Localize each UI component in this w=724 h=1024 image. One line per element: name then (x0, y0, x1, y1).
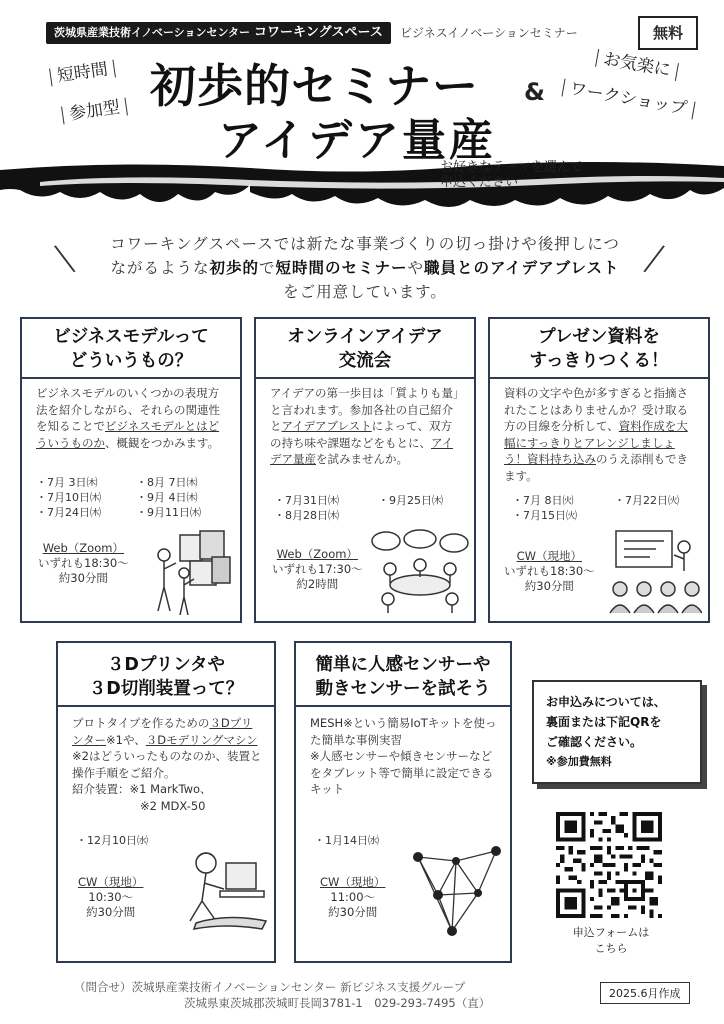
card-body-underline: ビジネスモデルとはどういうものか (36, 419, 220, 450)
qr-code[interactable] (556, 812, 662, 918)
card-divider (22, 377, 240, 379)
card-body-underline-2: ３Dモデリングマシン (145, 732, 258, 747)
main-title-line2: アイデア量産 (218, 115, 497, 166)
date-item: ・7月24日㈭ (36, 506, 101, 519)
card-venue (272, 547, 363, 592)
address-line: 茨城県東茨城郡茨城町長岡3781-1 029-293-7495（直） (184, 996, 491, 1010)
card-title (256, 325, 474, 373)
presentation-audience-illustration (606, 527, 702, 615)
card-body-1: MESH※という簡易IoTキットを使った簡単な事例実習 (310, 716, 497, 747)
date-item: ・9月25日㈭ (378, 494, 443, 507)
tag-workshop: ワークショップ (561, 79, 695, 120)
card-description (270, 385, 462, 468)
notice-line3: ご確認ください。 (546, 735, 643, 749)
contact-line: （問合せ）茨城県産業技術イノベーションセンター 新ビジネス支援グループ (74, 980, 466, 994)
venue-duration: 約30分間 (328, 905, 378, 919)
card-presentation-materials (488, 317, 710, 623)
date-item: ・1月14日㈬ (314, 834, 379, 847)
card-body-underline: 資料作成を大幅にすっきりとアレンジしましょう！資料持ち込み (504, 419, 688, 466)
qr-caption-line2: こちら (594, 942, 628, 955)
card-title (22, 325, 240, 373)
card-description (36, 385, 228, 451)
intro-text (70, 232, 660, 304)
venue-time: 11:00～ (330, 890, 376, 904)
intro-line2-a: ながるような (110, 259, 210, 277)
choose-note-line2: 申込ください (440, 175, 519, 190)
org-name: 茨城県産業技術イノベーションセンター (54, 26, 251, 39)
card-date (314, 833, 379, 848)
venue-label: CW（現地） (320, 875, 386, 889)
card-venue (504, 549, 595, 594)
seminar-series-label: ビジネスイノベーションセミナー (400, 26, 578, 40)
date-item: ・7月 3日㈭ (36, 476, 98, 489)
venue-label: CW（現地） (516, 549, 583, 563)
person-computer-illustration (176, 849, 270, 931)
card-venue (38, 541, 129, 586)
card-title (296, 653, 510, 701)
intro-line2-b: 初歩的 (209, 259, 259, 277)
footer-contact (74, 979, 490, 1011)
card-divider (256, 377, 474, 379)
card-dates-left (36, 475, 101, 520)
venue-time: いずれも17:30～ (272, 562, 363, 576)
card-body-a: アイデアの第一歩目は「質よりも量」と言われます。参加各社の自己紹介と (270, 386, 459, 433)
venue-duration: 約30分間 (58, 571, 108, 585)
notice-line2: 裏面または下記QRを (546, 715, 662, 729)
card-date (76, 833, 148, 848)
card-title-line1: オンラインアイデア (287, 327, 443, 347)
card-body-a: プロトタイプを作るための (72, 716, 210, 730)
date-item: ・7月31日㈭ (274, 494, 339, 507)
date-item: ・7月 8日㈫ (512, 494, 574, 507)
card-body-b: 、概観をつかみます。 (105, 435, 220, 450)
card-venue (78, 875, 143, 920)
tag-casual: お気楽に (595, 49, 679, 81)
date-item: ・7月15日㈫ (512, 509, 577, 522)
organization-badge (46, 22, 391, 44)
card-3d-printer (56, 641, 276, 963)
venue-duration: 約2時間 (296, 577, 339, 591)
date-item: ・12月10日㈬ (76, 834, 148, 847)
card-divider (58, 705, 274, 707)
intro-left-slash: \ (50, 235, 78, 281)
card-dates-left (512, 493, 577, 523)
card-title-line2: ３D切削装置って？ (88, 679, 244, 699)
venue-duration: 約30分間 (524, 579, 574, 593)
card-description (72, 715, 262, 814)
card-divider (296, 705, 510, 707)
card-body-underline-1: ３Dプリンター (72, 716, 253, 747)
card-title (490, 325, 708, 373)
tag-participatory: 参加型 (61, 98, 128, 125)
venue-time: 10:30～ (88, 890, 134, 904)
card-body-underline-1: アイデアブレスト (281, 419, 372, 433)
card-dates-right (378, 493, 443, 508)
application-notice (532, 680, 702, 784)
intro-line2-e: や (407, 259, 425, 277)
date-item: ・7月22日㈫ (614, 494, 679, 507)
notice-fee: ※参加費無料 (546, 755, 612, 768)
tag-short-time: 短時間 (49, 60, 116, 87)
card-body-a: ビジネスモデルのいくつかの表現方法を紹介しながら、それらの関連性を知ることで (36, 386, 220, 433)
intro-line2-c: で (258, 259, 276, 277)
card-dates-right (614, 493, 679, 508)
card-body-b: によって、双方の持ち味や課題などをもとに、 (270, 419, 452, 450)
people-board-illustration (150, 527, 234, 617)
intro-right-slash: / (640, 235, 668, 281)
card-dates-right (136, 475, 201, 520)
notice-line1: お申込みについては、 (546, 695, 666, 709)
venue-label: Web（Zoom） (276, 547, 358, 561)
qr-caption-line1: 申込フォームは (572, 926, 650, 939)
card-title-line2: 交流会 (338, 351, 392, 371)
venue-time: いずれも18:30～ (38, 556, 129, 570)
device-line2: ※2 MDX-50 (140, 798, 206, 813)
card-title-line2: すっきりつくる！ (529, 351, 669, 371)
card-title-line2: 動きセンサーを試そう (315, 679, 491, 699)
date-item: ・9月11日㈭ (136, 506, 201, 519)
space-name: コワーキングスペース (254, 25, 383, 40)
card-dates-left (274, 493, 339, 523)
meeting-table-illustration (368, 529, 470, 615)
card-sensor (294, 641, 512, 963)
card-venue (320, 875, 385, 920)
card-title-line2: どういうもの？ (69, 351, 193, 371)
card-title-line1: ビジネスモデルって (53, 327, 209, 347)
venue-time: いずれも18:30～ (504, 564, 595, 578)
card-body-c: ※2はどういったものなのか、装置と操作手順をご紹介。 (72, 749, 262, 780)
intro-line1: コワーキングスペースでは新たな事業づくりの切っ掛けや後押しにつ (110, 235, 620, 253)
date-item: ・9月 4日㈭ (136, 491, 198, 504)
card-body-underline-2: アイデア量産 (270, 435, 453, 466)
venue-label: Web（Zoom） (42, 541, 124, 555)
card-title-line1: ３Dプリンタや (106, 655, 226, 675)
card-business-model (20, 317, 242, 623)
card-body-2: ※人感センサーや傾きセンサーなどをタブレット等で簡単に設定できるキット (310, 749, 494, 796)
main-title-ampersand: & (524, 78, 545, 106)
network-graph-illustration (408, 839, 504, 939)
card-title-line1: 簡単に人感センサーや (315, 655, 491, 675)
device-line1: 紹介装置：※1 MarkTwo、 (72, 782, 212, 796)
card-description (310, 715, 498, 798)
intro-line2-f: 職員とのアイデアブレスト (424, 259, 620, 277)
venue-label: CW（現地） (78, 875, 144, 889)
date-item: ・8月28日㈭ (274, 509, 339, 522)
free-badge: 無料 (638, 16, 698, 50)
card-title-line1: プレゼン資料を (538, 327, 660, 347)
card-body-c: を試みませんか。 (316, 452, 408, 466)
card-description (504, 385, 696, 484)
venue-duration: 約30分間 (86, 905, 136, 919)
date-item: ・8月 7日㈭ (136, 476, 198, 489)
card-divider (490, 377, 708, 379)
choose-note-line1: お好きなテーマを選んで (440, 160, 584, 175)
choose-theme-note (440, 160, 583, 190)
card-title (58, 653, 274, 701)
intro-line3: をご用意しています。 (283, 283, 447, 301)
date-item: ・7月10日㈭ (36, 491, 101, 504)
qr-caption (556, 925, 666, 957)
card-body-b: のうえ添削もできます。 (504, 452, 688, 483)
card-body-a: 資料の文字や色が多すぎると指摘されたことはありませんか？受け取る方の目線を分析して、 (504, 386, 688, 433)
main-title-line1: 初歩的セミナー (150, 59, 479, 113)
card-online-idea-exchange (254, 317, 476, 623)
created-date-badge: 2025.6月作成 (600, 982, 690, 1004)
card-body-b: ※1や、 (106, 732, 146, 747)
intro-line2-d: 短時間のセミナー (275, 259, 408, 277)
